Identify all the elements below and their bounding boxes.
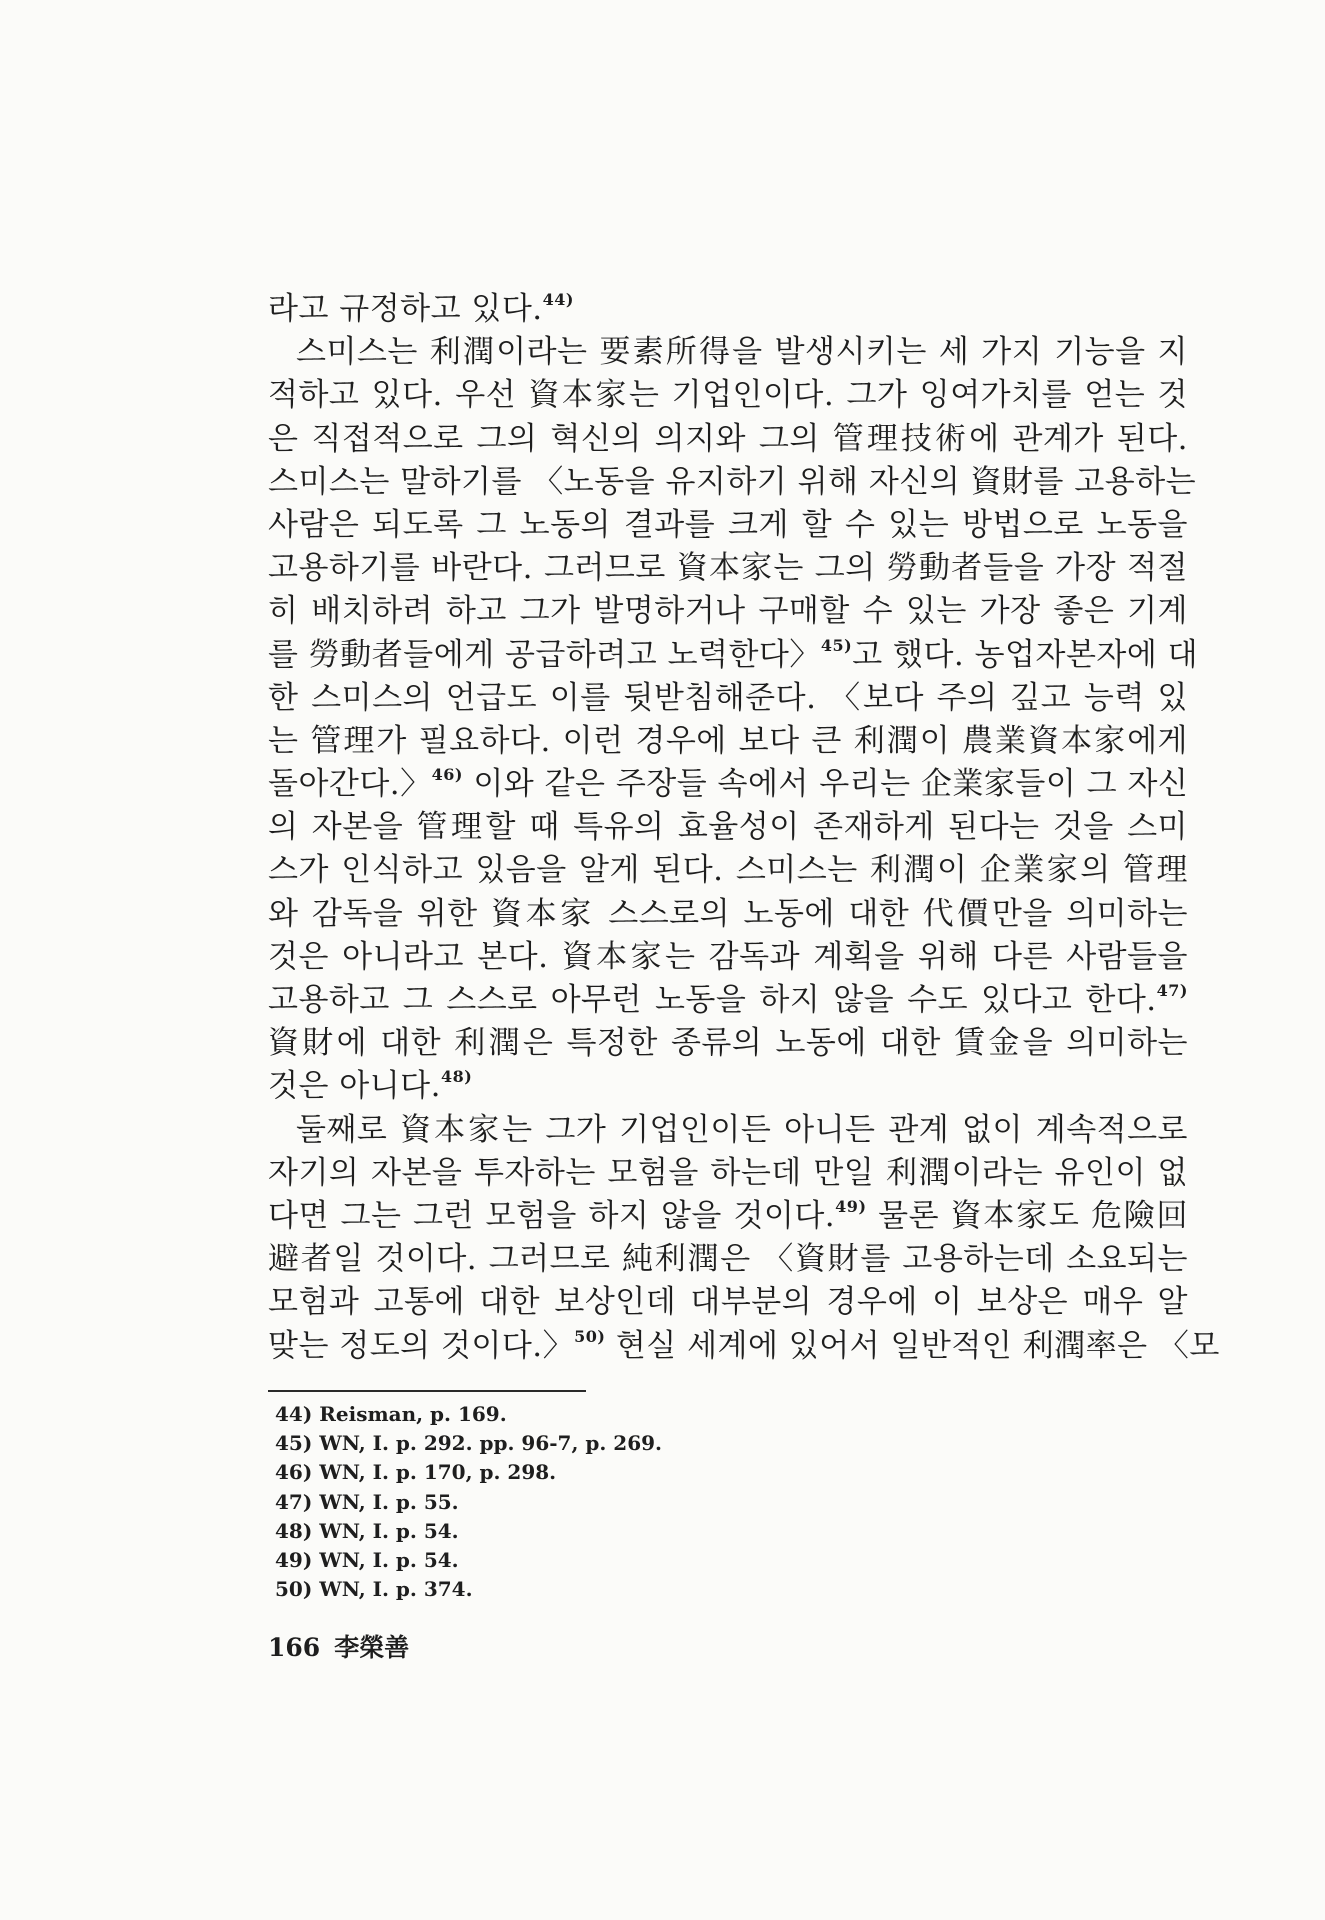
paragraph-line: 맞는 정도의 것이다.〉$^{50)}$ 현실 세계에 있어서 일반적인 利潤率은 〈모 [268,1326,1220,1364]
paragraph-line: 한 스미스의 언급도 이를 뒷받침해준다. 〈보다 주의 깊고 능력 있 [268,679,1188,716]
paragraph-line: 사람은 되도록 그 노동의 결과를 크게 할 수 있는 방법으로 노동을 [268,506,1188,543]
footnote: 44) Reisman, p. 169. [275,1402,507,1426]
footnote-ref: 44) [542,290,574,309]
paragraph-line: 은 직접적으로 그의 혁신의 의지와 그의 管理技術에 관계가 된다. [268,420,1188,457]
footnote-ref: 47) [1156,981,1188,1000]
paragraph-line: 자기의 자본을 투자하는 모험을 하는데 만일 利潤이라는 유인이 없 [268,1154,1188,1191]
paragraph-line: 라고 규정하고 있다.$^{44)}$ [268,290,574,327]
page-number: 166 [268,1633,321,1662]
footnote: 48) WN, I. p. 54. [275,1518,459,1543]
paragraph-line: 避者일 것이다. 그러므로 純利潤은 〈資財를 고용하는데 소요되는 [268,1241,1188,1278]
paragraph-line: 돌아간다.〉$^{46)}$ 이와 같은 주장들 속에서 우리는 企業家들이 그 자신 [268,765,1189,803]
paragraph-line: 고용하기를 바란다. 그러므로 資本家는 그의 勞動者들을 가장 적절 [268,550,1188,587]
running-author: 李榮善 [334,1633,410,1662]
paragraph-line: 스미스는 利潤이라는 要素所得을 발생시키는 세 가지 기능을 지 [296,334,1188,371]
paragraph-line: 의 자본을 管理할 때 특유의 효율성이 존재하게 된다는 것을 스미 [268,809,1188,846]
paragraph-line: 스미스는 말하기를 〈노동을 유지하기 위해 자신의 資財를 고용하는 [268,463,1197,500]
paragraph-line: 고용하고 그 스스로 아무런 노동을 하지 않을 수도 있다고 한다.$^{47)}$ [268,981,1188,1018]
footnote: 49) WN, I. p. 54. [275,1547,459,1572]
footnote-ref: 48) [440,1067,473,1087]
paragraph-line: 것은 아니다.$^{48)}$ [268,1067,473,1105]
paragraph-line: 모험과 고통에 대한 보상인데 대부분의 경우에 이 보상은 매우 알 [268,1284,1188,1321]
footnote: 45) WN, I. p. 292. pp. 96-7, p. 269. [275,1431,663,1456]
footnote-ref: 46) [431,765,463,785]
paragraph-line: 와 감독을 위한 資本家 스스로의 노동에 대한 代價만을 의미하는 [268,895,1188,932]
footnote-ref: 45) [820,635,853,655]
paragraph-line: 히 배치하려 하고 그가 발명하거나 구매할 수 있는 가장 좋은 기계 [268,593,1188,630]
footnote: 50) WN, I. p. 374. [275,1577,473,1602]
footnote-ref: 49) [835,1196,867,1216]
page-footer [268,1628,409,1664]
paragraph-line: 스가 인식하고 있음을 알게 된다. 스미스는 利潤이 企業家의 管理 [268,852,1188,889]
footnote-divider [268,1390,586,1392]
paragraph-line: 는 管理가 필요하다. 이런 경우에 보다 큰 利潤이 農業資本家에게 [268,722,1188,759]
paragraph-line: 資財에 대한 利潤은 특정한 종류의 노동에 대한 賃金을 의미하는 [268,1025,1188,1062]
paragraph-line: 를 勞動者들에게 공급하려고 노력한다〉$^{45)}$고 했다. 농업자본자에 대 [268,635,1199,673]
footnote: 47) WN, I. p. 55. [275,1489,459,1514]
paragraph-line: 다면 그는 그런 모험을 하지 않을 것이다.$^{49)}$ 물론 資本家도 危險回 [268,1196,1188,1234]
footnote: 46) WN, I. p. 170, p. 298. [275,1460,557,1485]
paragraph-line: 적하고 있다. 우선 資本家는 기업인이다. 그가 잉여가치를 얻는 것 [268,377,1188,414]
footnote-ref: 50) [574,1326,606,1346]
paragraph-line: 것은 아니라고 본다. 資本家는 감독과 계획을 위해 다른 사람들을 [268,938,1188,975]
body-text [268,288,1220,1368]
footnotes [275,1400,662,1604]
paragraph-line: 둘째로 資本家는 그가 기업인이든 아니든 관계 없이 계속적으로 [296,1111,1188,1148]
